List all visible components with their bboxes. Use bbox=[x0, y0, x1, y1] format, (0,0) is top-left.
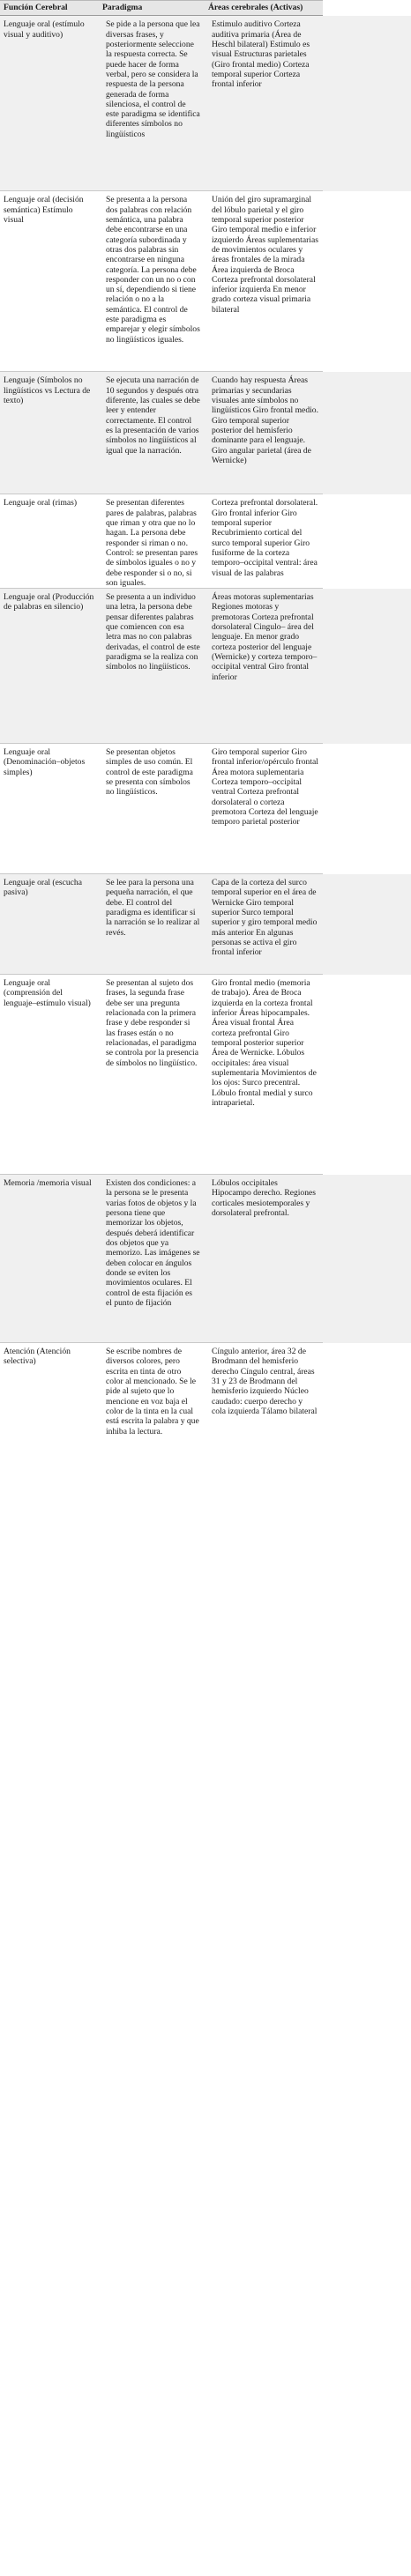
cell-spacer bbox=[323, 191, 411, 372]
cell-paradigma: Se presentan diferentes pares de palabras, palabras que riman y otra que no lo hagan. La persona debe responder si riman o no. Control: se presentan pares de símbolos iguales o no y debe responder si o no, si son iguales. bbox=[99, 494, 205, 589]
cell-paradigma: Se ejecuta una narración de 10 segundos y después otra diferente, las cuales se debe leer y entender correctamente. El control es la presentación de varios símbolos no lingüísticos al igual que la narración. bbox=[99, 372, 205, 494]
table-row bbox=[0, 191, 411, 372]
cell-areas: Giro frontal medio (memoria de trabajo). Área de Broca izquierda en la corteza frontal inferior Áreas hipocampales. Área visual frontal Área corteza prefrontal Giro temporal posterior superior Área de Wernicke. Lóbulos occipitales: área visual suplementaria Movimientos de los ojos: Surco precentral. Lóbulo frontal medial y surco intraparietal. bbox=[205, 975, 323, 1175]
table-row bbox=[0, 494, 411, 589]
cell-paradigma: Se presentan objetos simples de uso común. El control de este paradigma se presenta con símbolos no lingüísticos. bbox=[99, 744, 205, 874]
cell-paradigma: Se escribe nombres de diversos colores, pero escrita en tinta de otro color al mencionado. Se le pide al sujeto que lo mencione en voz baja el color de la tinta en la cual está escrita la palabra y que inhiba la lectura. bbox=[99, 1343, 205, 1436]
cell-areas: Áreas motoras suplementarias Regiones motoras y premotoras Corteza prefrontal dorsolateral Cingulo– área del lenguaje. En menor grado corteza posterior del lenguaje (Wernicke) y corteza temporo–occipital ventral Giro frontal inferior bbox=[205, 589, 323, 744]
cell-spacer bbox=[323, 16, 411, 191]
header-areas: Áreas cerebrales (Activas) bbox=[205, 1, 323, 16]
cell-areas: Unión del giro supramarginal del lóbulo parietal y el giro temporal superior posterior Giro temporal medio e inferior izquierdo Áreas suplementarias de movimientos oculares y áreas frontales de la mirada Área izquierda de Broca Corteza prefrontal dorsolateral inferior izquierda En menor grado corteza visual primaria bilateral bbox=[205, 191, 323, 372]
table-row bbox=[0, 1343, 411, 1436]
cell-funcion: Lenguaje oral (escucha pasiva) bbox=[0, 874, 99, 975]
cell-spacer bbox=[323, 975, 411, 1175]
table-row bbox=[0, 744, 411, 874]
cell-funcion: Lenguaje oral (decisión semántica) Estímulo visual bbox=[0, 191, 99, 372]
cell-funcion: Lenguaje oral (estímulo visual y auditivo) bbox=[0, 16, 99, 191]
table-row bbox=[0, 975, 411, 1175]
cell-spacer bbox=[323, 1343, 411, 1436]
cell-funcion: Lenguaje oral (rimas) bbox=[0, 494, 99, 589]
cell-spacer bbox=[323, 1175, 411, 1343]
cell-areas: Cíngulo anterior, área 32 de Brodmann del hemisferio derecho Cíngulo central, áreas 31 y 23 de Brodmann del hemisferio izquierdo Núcleo caudado: cuerpo derecho y cola izquierda Tálamo bilateral bbox=[205, 1343, 323, 1436]
table-body bbox=[0, 16, 411, 1436]
cell-funcion: Atención (Atención selectiva) bbox=[0, 1343, 99, 1436]
cell-paradigma: Se presenta a la persona dos palabras con relación semántica, una palabra debe encontrarse en una categoría subordinada y otras dos palabras sin encontrarse en ninguna categoría. La persona debe responder con un no o con un sí, dependiendo si tiene relación o no a la semántica. El control de este paradigma es emparejar y elegir símbolos no lingüísticos iguales. bbox=[99, 191, 205, 372]
cell-paradigma: Se lee para la persona una pequeña narración, el que debe. El control del paradigma es identificar si la narración se lo realizar al revés. bbox=[99, 874, 205, 975]
header-row bbox=[0, 1, 411, 16]
cell-funcion: Lenguaje oral (comprensión del lenguaje–estímulo visual) bbox=[0, 975, 99, 1175]
cell-paradigma: Existen dos condiciones: a la persona se le presenta varias fotos de objetos y la persona tiene que memorizar los objetos, después deberá identificar dos objetos que ya memorizo. Las imágenes se deben colocar en ángulos donde se eviten los movimientos oculares. El control de esta fijación es el punto de fijación bbox=[99, 1175, 205, 1343]
cell-funcion: Lenguaje (Símbolos no lingüísticos vs Lectura de texto) bbox=[0, 372, 99, 494]
cell-paradigma: Se presentan al sujeto dos frases, la segunda frase debe ser una pregunta relacionada con la primera frase y debe responder si las frases están o no relacionadas, el paradigma se controla por la presencia de símbolos no lingüístico. bbox=[99, 975, 205, 1175]
header-funcion: Función Cerebral bbox=[0, 1, 99, 16]
cell-spacer bbox=[323, 372, 411, 494]
cell-funcion: Lenguaje oral (Producción de palabras en silencio) bbox=[0, 589, 99, 744]
cell-areas: Cuando hay respuesta Áreas primarias y secundarias visuales ante símbolos no lingüísticos Giro frontal medio. Giro temporal superior posterior del hemisferio dominante para el lenguaje. Giro angular parietal (área de Wernicke) bbox=[205, 372, 323, 494]
header-spacer bbox=[323, 1, 411, 16]
cell-spacer bbox=[323, 494, 411, 589]
cell-areas: Estimulo auditivo Corteza auditiva primaria (Área de Heschl bilateral) Estimulo es visual Estructuras parietales (Giro frontal medio) Corteza temporal superior Corteza frontal inferior bbox=[205, 16, 323, 191]
cell-spacer bbox=[323, 874, 411, 975]
table-row bbox=[0, 874, 411, 975]
table-row bbox=[0, 16, 411, 191]
table-row bbox=[0, 372, 411, 494]
cell-paradigma: Se pide a la persona que lea diversas frases, y posteriormente seleccione la respuesta correcta. Se puede hacer de forma verbal, pero se considera la respuesta de la persona generada de forma silenciosa, el control de este paradigma se identifica diferentes símbolos no lingüísticos bbox=[99, 16, 205, 191]
table-row bbox=[0, 1175, 411, 1343]
cell-funcion: Lenguaje oral (Denominación–objetos simples) bbox=[0, 744, 99, 874]
cell-funcion: Memoria /memoria visual bbox=[0, 1175, 99, 1343]
cell-spacer bbox=[323, 589, 411, 744]
table-row bbox=[0, 589, 411, 744]
cell-areas: Lóbulos occipitales Hipocampo derecho. Regiones corticales mesiotemporales y dorsolateral prefrontal. bbox=[205, 1175, 323, 1343]
header-paradigma: Paradigma bbox=[99, 1, 205, 16]
cell-areas: Capa de la corteza del surco temporal superior en el área de Wernicke Giro temporal superior Surco temporal superior y giro temporal medio más anterior En algunas personas se activa el giro frontal inferior bbox=[205, 874, 323, 975]
cell-spacer bbox=[323, 744, 411, 874]
cell-paradigma: Se presenta a un individuo una letra, la persona debe pensar diferentes palabras que comiencen con esa letra mas no con palabras derivadas, el control de este paradigma se la realiza con símbolos no lingüísticos. bbox=[99, 589, 205, 744]
cell-areas: Giro temporal superior Giro frontal inferior/opérculo frontal Área motora suplementaria Corteza temporo–occipital ventral Corteza prefrontal dorsolateral o corteza premotora Corteza del lenguaje temporo parietal posterior bbox=[205, 744, 323, 874]
cell-areas: Corteza prefrontal dorsolateral. Giro frontal inferior Giro temporal superior Recubrimiento cortical del surco temporal superior Giro fusiforme de la corteza temporo–occipital ventral: área visual de las palabras bbox=[205, 494, 323, 589]
